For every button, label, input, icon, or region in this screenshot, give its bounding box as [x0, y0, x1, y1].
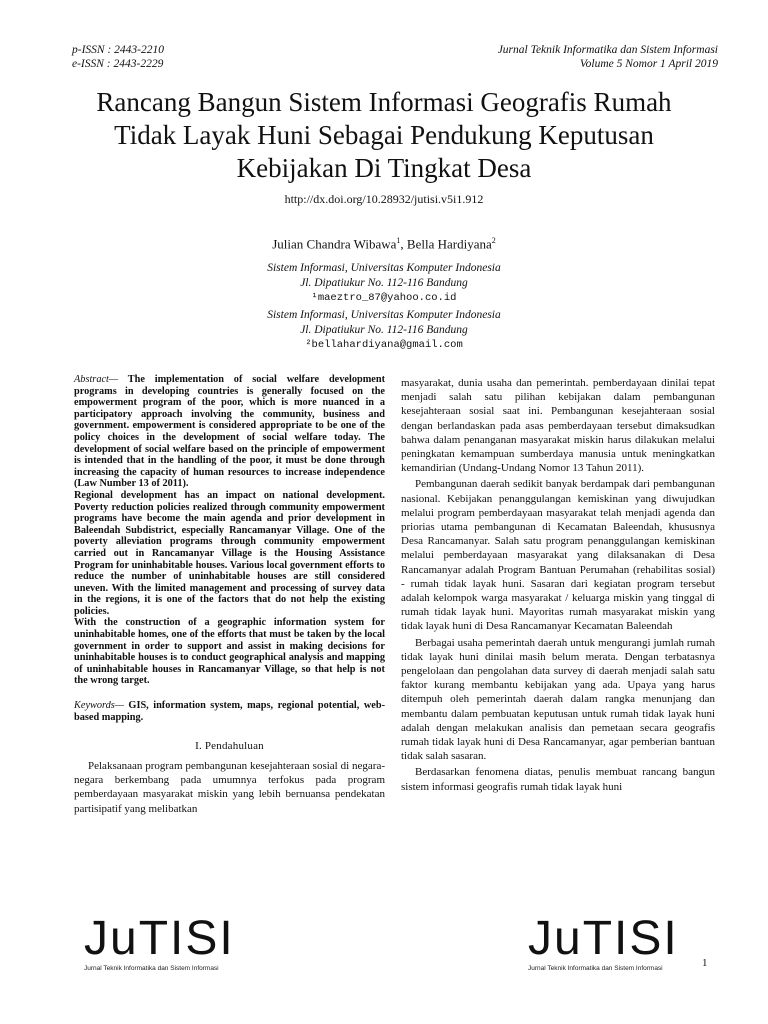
paper-title: [40, 86, 728, 185]
jutisi-logo-right: [528, 912, 679, 972]
right-paragraph-2: Pembangunan daerah sedikit banyak berdampak dari pembangunan nasional. Kebijakan penanggulangan kemiskinan yang diwujudkan melalui program pemberdayaan masyarakat telah menjadi agenda dan priorias utama pembangunan di Kecamatan Baleendah, khususnya Desa Rancamanyar. Salah satu program penanggulangan kemiskinan melalui pemberdayaan masyarakat yang dilaksanakan di Desa Rancamanyar adalah Program Bantuan Perumahan (rehabilitas sosial) - rumah tidak layak huni. Sasaran dari kegiatan program tersebut adalah kelompok warga masyarakat / keluarga miskin yang tinggal di rumah tidak layak huni. Mayoritas rumah masyarakat miskin yang tidak layak huni di Desa Rancamanyar Kecamatan Baleendah: [401, 478, 715, 633]
affiliation-1-line-2: Jl. Dipatiukur No. 112-116 Bandung: [300, 277, 468, 289]
logo-caption: Jurnal Teknik Informatika dan Sistem Informasi: [84, 965, 219, 972]
logo-text: JuTISI: [528, 912, 679, 965]
author-separator: ,: [400, 236, 407, 252]
abstract-label: Abstract—: [74, 374, 119, 385]
p-issn: p-ISSN : 2443-2210: [72, 44, 164, 56]
author-2: Bella Hardiyana: [406, 236, 492, 252]
right-paragraph-4: Berdasarkan fenomena diatas, penulis membuat rancang bangun sistem informasi geografis rumah tidak layak huni: [401, 766, 715, 793]
e-issn: e-ISSN : 2443-2229: [72, 58, 164, 70]
journal-name: Jurnal Teknik Informatika dan Sistem Informasi: [497, 44, 718, 56]
jutisi-logo-left: [84, 912, 235, 972]
keywords-text: GIS, information system, maps, regional potential, web-based mapping.: [74, 700, 385, 723]
title-line-3: Kebijakan Di Tingkat Desa: [236, 153, 532, 183]
keywords-label: Keywords—: [74, 700, 124, 712]
right-column: [401, 376, 715, 794]
abstract-p2: Regional development has an impact on national development. Poverty reduction policies realized through community empowerment programs have become the main agenda and prior development in Baleendah Subdistrict, especially Rancamanyar Village. One of the poverty alleviation programs through community empowerment carried out in Rancamanyar Village is the Housing Assistance Program for uninhabitable houses. Various local government efforts to reduce the number of uninhabitable houses are still considered uneven. With the limited management and processing of survey data in the regions, it is one of the factors that do not help the existing policies.: [74, 489, 385, 617]
author-2-sup: 2: [491, 236, 496, 245]
section-heading: I. Pendahuluan: [195, 740, 264, 753]
abstract-text-1: The implementation of social welfare development programs in developing countries is generally focused on the empowerment program of the poor, which is more nuanced in a participatory approach involving the community, business and government. empowerment is considered appropriate to be one of the policy choices in the development of social welfare today. The development of social welfare based on the principle of empowerment is intended that in the handling of the poor, it must be done through increasing the capacity of human resources to increase independence (Law Number 13 of 2011).: [74, 374, 385, 490]
journal-block: [498, 43, 718, 71]
affiliation-1-email[interactable]: ¹maeztro_87@yahoo.co.id: [311, 292, 457, 304]
affiliation-1: [0, 261, 768, 306]
intro-paragraph: Pelaksanaan program pembangunan kesejahteraan sosial di negara-negara berkembang pada umumnya terfokus pada program pemberdayaan masyarakat miskin yang lebih bernuansa pendekatan partisipatif yang melibatkan: [74, 759, 385, 815]
affiliation-2: [0, 308, 768, 353]
affiliation-1-line-1: Sistem Informasi, Universitas Komputer Indonesia: [267, 262, 501, 274]
page-number: 1: [702, 957, 708, 969]
author-1: Julian Chandra Wibawa: [272, 236, 397, 252]
left-column: [74, 374, 385, 816]
author-1-sup: 1: [396, 236, 401, 245]
authors: [0, 236, 768, 252]
title-line-1: Rancang Bangun Sistem Informasi Geografis Rumah: [96, 87, 672, 117]
right-paragraph-3: Berbagai usaha pemerintah daerah untuk mengurangi jumlah rumah tidak layak huni dinilai masih belum merata. Dengan terbatasnya pengelolaan dan pengolahan data survey di daerah menjadi salah satu faktor kurang membantu kebijakan yang ada. Upaya yang harus ditempuh oleh pemerintah daerah dalam rangka menunjang dan membantu dalam pembuatan keputusan untuk rumah tidak layak huni adalah dengan melakukan analisis dan pemetaan secara geografis rumah tidak layak huni di Desa Rancamanyar, agar pemberian bantuan tidak salah sasaran.: [401, 636, 715, 763]
journal-volume: Volume 5 Nomor 1 April 2019: [579, 58, 718, 70]
doi-link[interactable]: http://dx.doi.org/10.28932/jutisi.v5i1.912: [284, 192, 484, 206]
abstract-p1: [74, 374, 385, 490]
title-line-2: Tidak Layak Huni Sebagai Pendukung Keputusan: [114, 120, 654, 150]
abstract-p3: With the construction of a geographic information system for uninhabitable homes, one of the efforts that must be taken by the local government in order to support and assist in making decisions for uninhabitable houses is to conduct geographical analysis and mapping of uninhabitable houses in Rancamanyar Village, so that help is not the wrong target.: [74, 617, 385, 687]
right-paragraph-1: masyarakat, dunia usaha dan pemerintah. pemberdayaan dinilai tepat menjadi salah satu pilihan kebijakan dalam pembangunan kesejahteraan sosial saat ini. Pembangunan kesejahteraan sosial dengan berlandaskan pada asas pemberdayaan tersebut dimaksudkan bahwa dalam penanganan masyarakat miskin harus dilakukan melalui peningkatan kemampuan sumberdaya manusia untuk meningkatkan kemandirian (Undang-Undang Nomor 13 Tahun 2011).: [401, 377, 715, 475]
affiliation-2-line-2: Jl. Dipatiukur No. 112-116 Bandung: [300, 324, 468, 336]
logo-caption: Jurnal Teknik Informatika dan Sistem Informasi: [528, 965, 663, 972]
issn-block: [72, 43, 164, 71]
affiliation-2-email[interactable]: ²bellahardiyana@gmail.com: [305, 339, 463, 351]
logo-text: JuTISI: [84, 912, 235, 965]
affiliation-2-line-1: Sistem Informasi, Universitas Komputer Indonesia: [267, 309, 501, 321]
keywords: [74, 700, 385, 723]
